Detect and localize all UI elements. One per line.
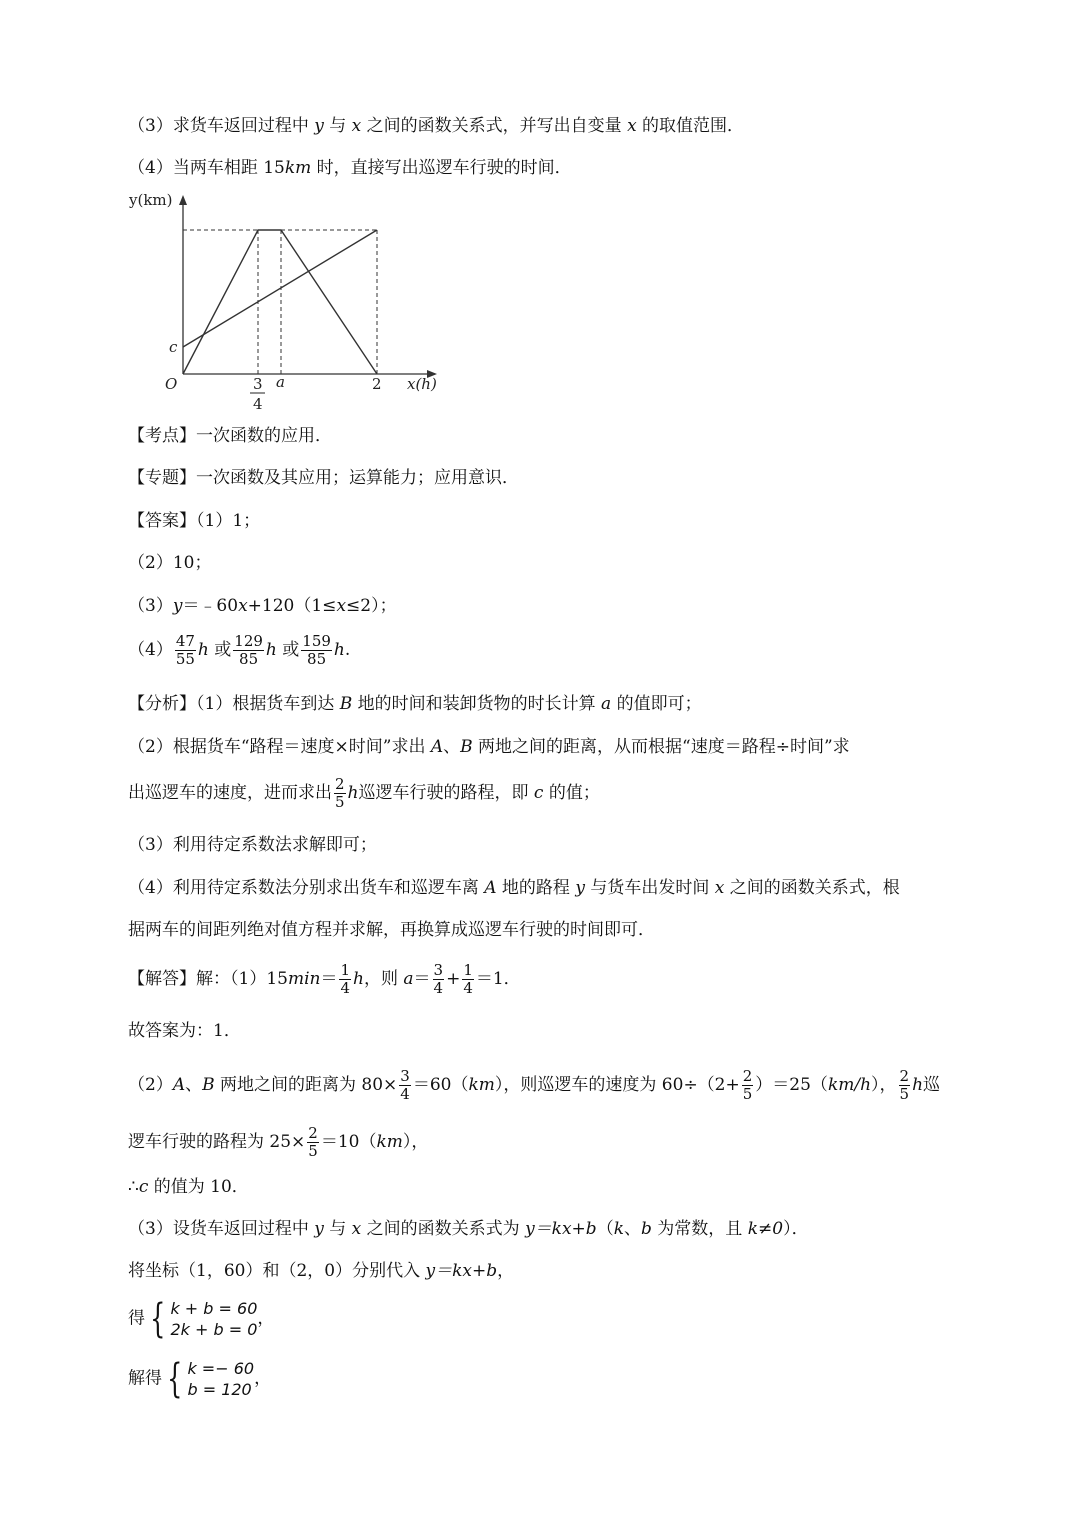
var-y: y: [314, 1219, 324, 1239]
graph-guides: [183, 230, 377, 374]
fenxi-text: （3）利用待定系数法求解即可；: [128, 835, 377, 855]
answer-4-prefix: （4）: [128, 640, 173, 660]
jieda-text: ），: [871, 1075, 897, 1095]
answer-tag: 【答案】: [128, 511, 196, 531]
jieda-text: （: [596, 1219, 614, 1239]
answer-line-4: [128, 633, 350, 668]
jieda-text: 的值为 10．: [148, 1177, 249, 1197]
var-c: c: [533, 783, 544, 803]
jieda-text: 与: [323, 1219, 352, 1239]
q3-text: 之间的函数关系式，并写出自变量: [361, 116, 628, 136]
zhuanti-tag: 【专题】: [128, 468, 196, 488]
q3-text: 的取值范围．: [636, 116, 745, 136]
unit-h: h: [333, 640, 345, 660]
unit-min: min: [287, 969, 321, 989]
frac-den: 4: [340, 979, 351, 997]
fenxi-text: 地的路程: [496, 878, 576, 898]
fenxi-text: 巡逻车行驶的路程，即: [358, 783, 534, 803]
frac-den: 5: [742, 1085, 753, 1103]
fenxi-text: 的值；: [543, 783, 600, 803]
jieda-text: ），: [402, 1132, 429, 1152]
frac-num: 3: [400, 1067, 410, 1085]
equation-system-1: [128, 1298, 274, 1340]
graph-axes: [179, 195, 437, 378]
q4-text: 时，直接写出巡逻车行驶的时间．: [311, 158, 572, 178]
fraction-129-85: [233, 633, 264, 668]
fenxi-text: （4）利用待定系数法分别求出货车和巡逻车离: [128, 878, 485, 898]
answer-3-x: x: [336, 596, 347, 616]
jieda-line-2: [128, 1019, 241, 1043]
kaodian-line: [128, 424, 332, 448]
fraction-3-4: [399, 1068, 411, 1103]
jieda-text: （2）: [128, 1075, 173, 1095]
q3-text: 与: [323, 116, 352, 136]
plus: +: [446, 969, 461, 989]
frac-den: 4: [433, 979, 444, 997]
jieda-text: ）．: [783, 1219, 809, 1239]
jieda-text: 解：（1）15: [196, 969, 288, 989]
truck-line: [183, 230, 377, 374]
unit-kmh: km/h: [827, 1075, 872, 1095]
system-rows: [187, 1358, 254, 1400]
equation-system-2: [128, 1358, 271, 1400]
therefore-symbol: ∴: [128, 1177, 139, 1197]
fraction-2-5: [334, 776, 346, 811]
jieda-text: 故答案为：1．: [128, 1021, 241, 1041]
jieda-text: ，则: [363, 969, 404, 989]
formula: y＝kx+b: [525, 1219, 597, 1239]
fraction-1-4: [462, 962, 474, 997]
var-x: x: [351, 1219, 362, 1239]
fraction-47-55: [175, 633, 196, 668]
jieda-text: 两地之间的距离为 80×: [214, 1075, 398, 1095]
a-label: a: [276, 373, 285, 391]
jieda-text: ＝60（: [412, 1075, 469, 1095]
formula: y＝kx+b: [425, 1261, 498, 1281]
equals: ＝: [320, 969, 338, 989]
frac-den: 55: [175, 650, 195, 668]
q4-text: （4）当两车相距 15: [128, 158, 285, 178]
kaodian-tag: 【考点】: [128, 426, 196, 446]
fenxi-text: （1）根据货车到达: [196, 694, 340, 714]
answer-3-y: y: [172, 596, 183, 616]
fraction-159-85: [301, 633, 332, 668]
or-text: 或: [208, 640, 232, 660]
fenxi-text: 据两车的间距列绝对值方程并求解，再换算成巡逻车行驶的时间即可．: [128, 920, 655, 940]
c-label: c: [169, 338, 178, 356]
jieda-text: ），则巡逻车的速度为 60÷（2+: [494, 1075, 740, 1095]
jieda-text: ）＝25（: [755, 1075, 828, 1095]
formula: k≠0: [747, 1219, 784, 1239]
var-B: B: [460, 737, 473, 757]
var-c: c: [138, 1177, 149, 1197]
fenxi-text: 与货车出发时间: [584, 878, 715, 898]
fenxi-line-6: [128, 918, 655, 942]
frac-den: 5: [335, 793, 345, 811]
answer-3-x: x: [238, 596, 248, 616]
tick-frac-num: 3: [253, 375, 263, 393]
frac-num: 2: [742, 1067, 753, 1085]
frac-num: 1: [463, 961, 473, 979]
jieda-text: ＝10（: [320, 1132, 377, 1152]
fenxi-line-5: [128, 876, 900, 900]
frac-den: 85: [239, 650, 259, 668]
jieda-text: 逻车行驶的路程为 25×: [128, 1132, 306, 1152]
jieda-text: ，: [497, 1261, 515, 1281]
var-a: a: [403, 969, 414, 989]
frac-num: 159: [302, 632, 331, 650]
zhuanti-line: [128, 466, 519, 490]
fraction-3-4: [433, 962, 445, 997]
jieda-text: 解得: [128, 1368, 162, 1389]
jieda-line-7: [128, 1259, 514, 1283]
jieda-text: 得: [128, 1308, 145, 1329]
period: .: [344, 640, 351, 660]
answer-3-text: ≤2）；: [346, 596, 397, 616]
fraction-2-5: [899, 1068, 911, 1103]
var-A: A: [484, 878, 497, 898]
fenxi-text: 两地之间的距离，从而根据“速度＝路程÷时间”求: [472, 737, 850, 757]
equation-row: 2k + b = 0: [170, 1320, 258, 1339]
var-b: b: [641, 1219, 652, 1239]
frac-den: 4: [463, 979, 473, 997]
fenxi-text: 地的时间和装卸货物的时长计算: [352, 694, 602, 714]
answer-line-3: （3）y＝﹣60x+120（1≤x≤2）；: [128, 596, 397, 616]
origin-label: O: [165, 375, 178, 393]
fraction-1-4: [339, 962, 351, 997]
jieda-text: 为常数，且: [651, 1219, 748, 1239]
jieda-text: 、: [185, 1075, 203, 1095]
distance-time-graph: [125, 187, 445, 417]
jieda-text: 之间的函数关系式为: [361, 1219, 526, 1239]
jieda-line-5: [128, 1175, 249, 1199]
zhuanti-text: 一次函数及其应用；运算能力；应用意识．: [196, 468, 519, 488]
var-x: x: [714, 878, 725, 898]
unit-km: km: [376, 1132, 403, 1152]
tick-2-label: 2: [372, 375, 382, 393]
jieda-text: 将坐标（1，60）和（2，0）分别代入: [128, 1261, 426, 1281]
x-axis-label: x(h): [407, 375, 437, 393]
var-A: A: [430, 737, 444, 757]
y-axis-label: y(km): [129, 191, 173, 209]
unit-h: h: [912, 1075, 924, 1095]
jieda-text: ＝1．: [475, 969, 521, 989]
var-y: y: [575, 878, 585, 898]
jieda-line-4: [128, 1125, 428, 1160]
fenxi-text: （2）根据货车“路程＝速度×时间”求出: [128, 737, 431, 757]
q3-text: （3）求货车返回过程中: [128, 116, 315, 136]
fenxi-line-1: [128, 692, 702, 716]
jieda-text: （3）设货车返回过程中: [128, 1219, 315, 1239]
question-4: [128, 156, 572, 180]
frac-den: 5: [308, 1142, 318, 1160]
var-y: y: [314, 116, 324, 136]
frac-num: 129: [234, 632, 263, 650]
tick-frac-den: 4: [253, 395, 263, 413]
jieda-line-6: [128, 1217, 809, 1241]
frac-den: 4: [400, 1085, 410, 1103]
frac-num: 47: [175, 632, 195, 650]
answer-3-text: ＝﹣60: [182, 596, 239, 616]
var-k: k: [613, 1219, 624, 1239]
unit-h: h: [347, 783, 359, 803]
answer-2: （2）10；: [128, 553, 212, 573]
frac-num: 2: [899, 1067, 910, 1085]
frac-den: 85: [307, 650, 327, 668]
answer-3-text: +120（1≤: [247, 596, 337, 616]
jieda-text: 、: [624, 1219, 641, 1239]
unit-km: km: [468, 1075, 495, 1095]
or-text: 或: [276, 640, 300, 660]
comma: ，: [254, 1368, 272, 1389]
left-brace: {: [167, 1356, 183, 1402]
answer-1: （1）1；: [196, 511, 261, 531]
unit-h: h: [265, 640, 277, 660]
unit-h: h: [197, 640, 209, 660]
frac-num: 2: [335, 775, 345, 793]
system-rows: [170, 1298, 257, 1340]
fenxi-line-4: [128, 833, 377, 857]
fenxi-text: 出巡逻车的速度，进而求出: [128, 783, 332, 803]
frac-den: 5: [899, 1085, 910, 1103]
answer-line-2: [128, 551, 211, 575]
var-A: A: [172, 1075, 186, 1095]
fraction-2-5: [307, 1125, 319, 1160]
question-3: [128, 114, 744, 138]
equation-row: k + b = 60: [170, 1299, 258, 1318]
fenxi-text: 之间的函数关系式，根: [724, 878, 900, 898]
equation-row: k =− 60: [187, 1359, 255, 1378]
comma: ，: [257, 1308, 275, 1329]
unit-h: h: [353, 969, 364, 989]
var-a: a: [601, 694, 612, 714]
frac-num: 1: [340, 961, 351, 979]
jieda-tag: 【解答】: [128, 969, 196, 989]
var-B: B: [202, 1075, 215, 1095]
equals: ＝: [413, 969, 431, 989]
fraction-2-5: [742, 1068, 754, 1103]
jieda-line-1: [128, 962, 521, 997]
frac-num: 3: [433, 961, 444, 979]
unit-km: km: [284, 158, 312, 178]
var-x: x: [627, 116, 637, 136]
answer-line-1: [128, 509, 260, 533]
y-axis-arrow: [179, 195, 187, 205]
fenxi-text: 、: [443, 737, 461, 757]
fenxi-line-2: [128, 735, 850, 759]
jieda-line-3: [128, 1068, 940, 1103]
equation-row: b = 120: [187, 1380, 252, 1399]
var-B: B: [339, 694, 353, 714]
kaodian-text: 一次函数的应用．: [196, 426, 332, 446]
var-x: x: [351, 116, 362, 136]
fenxi-line-3: [128, 776, 600, 811]
left-brace: {: [150, 1296, 166, 1342]
frac-num: 2: [308, 1124, 318, 1142]
jieda-text: 巡: [923, 1075, 941, 1095]
fenxi-text: 的值即可；: [611, 694, 702, 714]
fenxi-tag: 【分析】: [128, 694, 196, 714]
